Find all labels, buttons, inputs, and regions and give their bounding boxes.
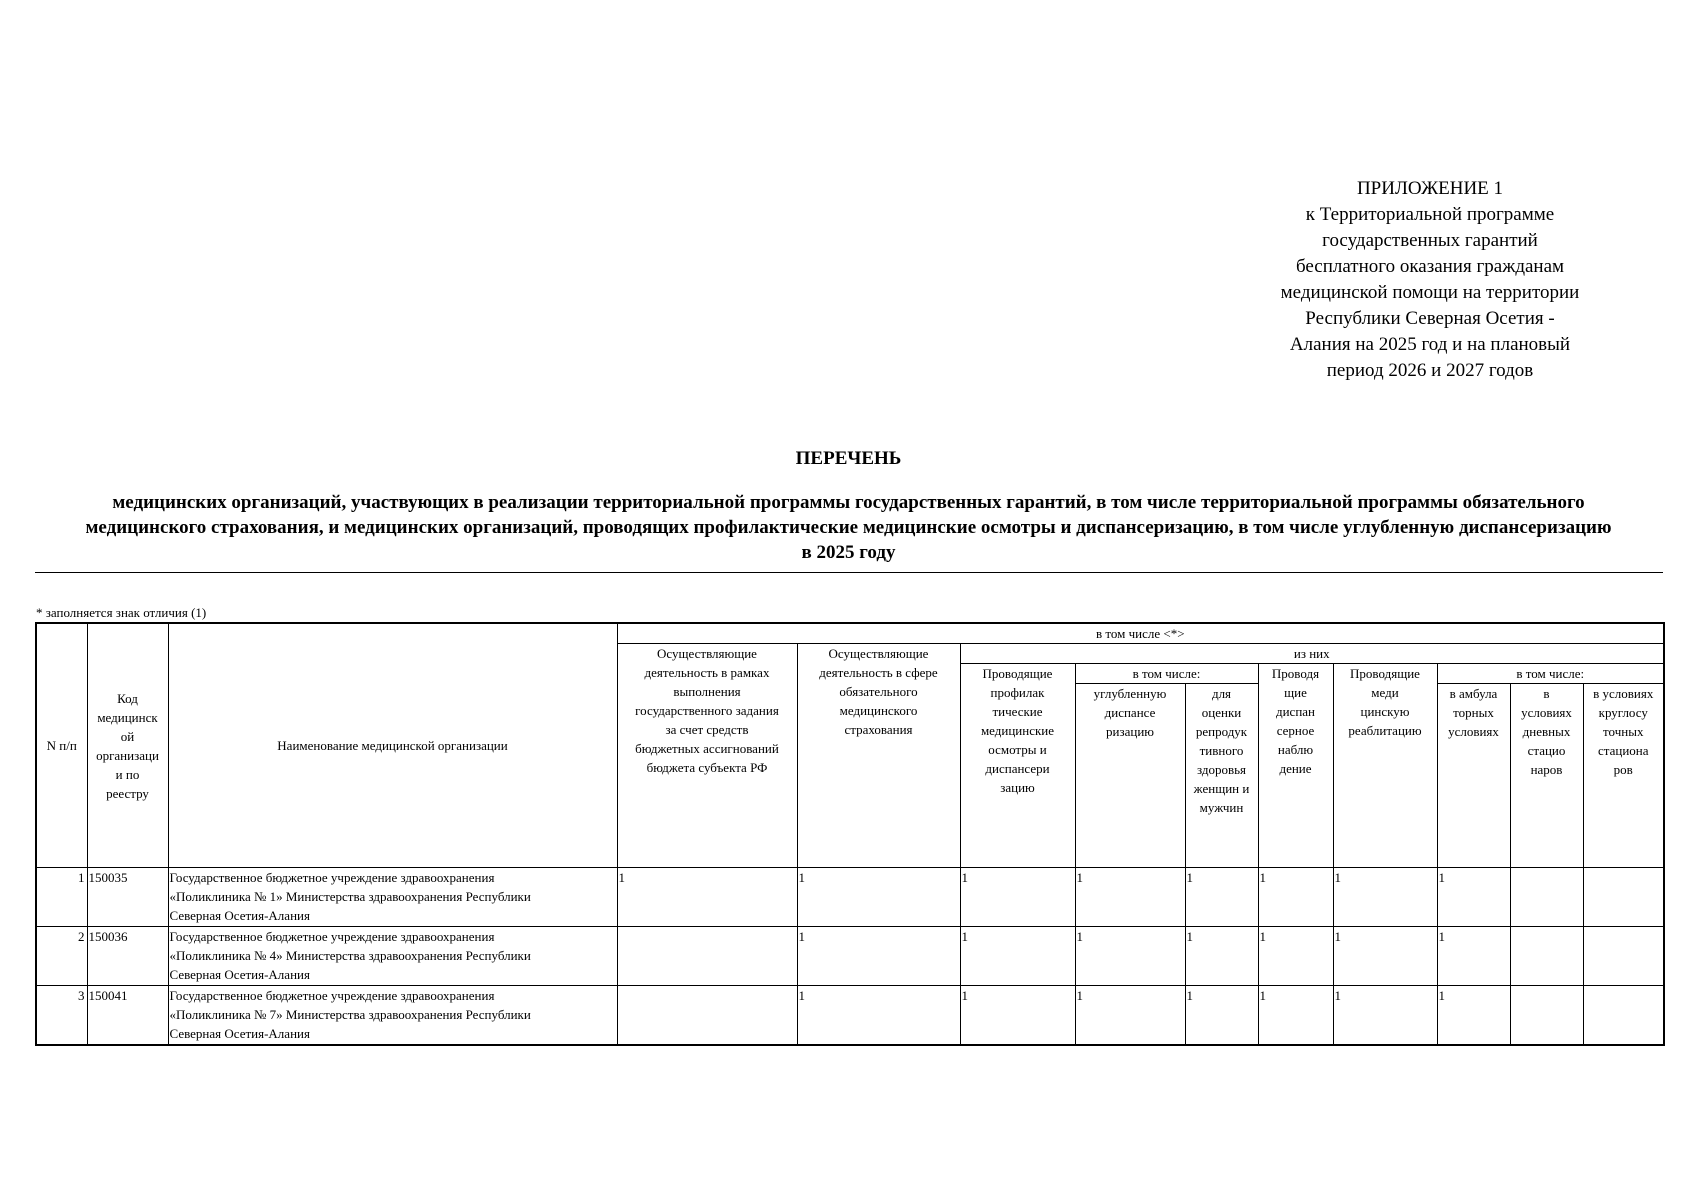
appendix-caption	[1230, 176, 1630, 384]
header-ambul: в амбула торных условиях	[1437, 684, 1510, 868]
cell-code: 150035	[87, 868, 168, 927]
cell-round	[1583, 986, 1664, 1045]
cell-code: 150036	[87, 927, 168, 986]
cell-name: Государственное бюджетное учреждение здравоохранения «Поликлиника № 7» Министерства здравоохранения Республики Северная Осетия-Алания	[168, 986, 617, 1045]
table-row	[36, 868, 1664, 927]
cell-round	[1583, 868, 1664, 927]
header-repro: для оценки репродук тивного здоровья женщин и мужчин	[1185, 684, 1258, 868]
header-in-total: в том числе <*>	[617, 623, 1664, 644]
cell-code: 150041	[87, 986, 168, 1045]
cell-num: 1	[36, 868, 87, 927]
cell-day	[1510, 868, 1583, 927]
header-round: в условиях круглосу точных стациона ров	[1583, 684, 1664, 868]
subtitle-line: медицинского страхования, и медицинских организаций, проводящих профилактические медицинские осмотры и диспансеризацию, в том числе углубленную диспансеризацию	[85, 517, 1612, 538]
header-incl-a: в том числе:	[1075, 664, 1258, 684]
subtitle-line: в 2025 году	[801, 542, 896, 563]
cell-oms: 1	[797, 927, 960, 986]
appendix-line: государственных гарантий	[1322, 230, 1538, 251]
cell-deep: 1	[1075, 927, 1185, 986]
cell-disp-obs: 1	[1258, 927, 1333, 986]
cell-name: Государственное бюджетное учреждение здравоохранения «Поликлиника № 1» Министерства здравоохранения Республики Северная Осетия-Алания	[168, 868, 617, 927]
appendix-line: Алания на 2025 год и на плановый	[1289, 334, 1571, 355]
cell-state-task	[617, 927, 797, 986]
cell-num: 2	[36, 927, 87, 986]
header-of-them: из них	[960, 644, 1664, 664]
header-deep: углубленную диспансе ризацию	[1075, 684, 1185, 868]
table-row	[36, 986, 1664, 1045]
table-row	[36, 927, 1664, 986]
cell-state-task: 1	[617, 868, 797, 927]
appendix-line: Республики Северная Осетия -	[1305, 308, 1555, 329]
header-day: в условиях дневных стацио наров	[1510, 684, 1583, 868]
cell-day	[1510, 927, 1583, 986]
header-row	[36, 623, 1664, 644]
appendix-line: к Территориальной программе	[1305, 204, 1555, 225]
cell-disp-obs: 1	[1258, 986, 1333, 1045]
cell-oms: 1	[797, 868, 960, 927]
cell-ambul: 1	[1437, 986, 1510, 1045]
cell-num: 3	[36, 986, 87, 1045]
cell-disp-obs: 1	[1258, 868, 1333, 927]
header-prof: Проводящие профилак тические медицинские осмотры и диспансери зацию	[960, 664, 1075, 868]
cell-ambul: 1	[1437, 868, 1510, 927]
cell-round	[1583, 927, 1664, 986]
title-divider	[35, 572, 1663, 573]
header-disp-obs: Проводя щие диспан серное наблю дение	[1258, 664, 1333, 868]
cell-day	[1510, 986, 1583, 1045]
organizations-table	[35, 622, 1665, 1046]
cell-prof: 1	[960, 986, 1075, 1045]
cell-rehab: 1	[1333, 927, 1437, 986]
header-oms: Осуществляющие деятельность в сфере обязательного медицинского страхования	[797, 644, 960, 868]
header-rehab: Проводящие меди цинскую реаблитацию	[1333, 664, 1437, 868]
subtitle-line: медицинских организаций, участвующих в реализации территориальной программы государственных гарантий, в том числе территориальной программы обязательного	[112, 492, 1585, 513]
cell-repro: 1	[1185, 927, 1258, 986]
cell-repro: 1	[1185, 868, 1258, 927]
appendix-line: период 2026 и 2027 годов	[1326, 360, 1534, 381]
cell-ambul: 1	[1437, 927, 1510, 986]
table-note: * заполняется знак отличия (1)	[36, 605, 207, 620]
cell-rehab: 1	[1333, 986, 1437, 1045]
header-code: Код медицинск ой организаци и по реестру	[87, 623, 168, 868]
cell-name: Государственное бюджетное учреждение здравоохранения «Поликлиника № 4» Министерства здравоохранения Республики Северная Осетия-Алания	[168, 927, 617, 986]
appendix-line: бесплатного оказания гражданам	[1295, 256, 1565, 277]
cell-state-task	[617, 986, 797, 1045]
appendix-line: ПРИЛОЖЕНИЕ 1	[1356, 178, 1504, 199]
cell-oms: 1	[797, 986, 960, 1045]
cell-prof: 1	[960, 927, 1075, 986]
cell-prof: 1	[960, 868, 1075, 927]
header-num: N п/п	[36, 623, 87, 868]
document-subtitle	[30, 490, 1667, 565]
cell-deep: 1	[1075, 986, 1185, 1045]
cell-deep: 1	[1075, 868, 1185, 927]
document-title: ПЕРЕЧЕНЬ	[795, 448, 902, 469]
header-incl-b: в том числе:	[1437, 664, 1664, 684]
cell-repro: 1	[1185, 986, 1258, 1045]
appendix-line: медицинской помощи на территории	[1280, 282, 1580, 303]
header-name: Наименование медицинской организации	[168, 623, 617, 868]
header-state-task: Осуществляющие деятельность в рамках выполнения государственного задания за счет средств бюджетных ассигнований бюджета субъекта РФ	[617, 644, 797, 868]
cell-rehab: 1	[1333, 868, 1437, 927]
